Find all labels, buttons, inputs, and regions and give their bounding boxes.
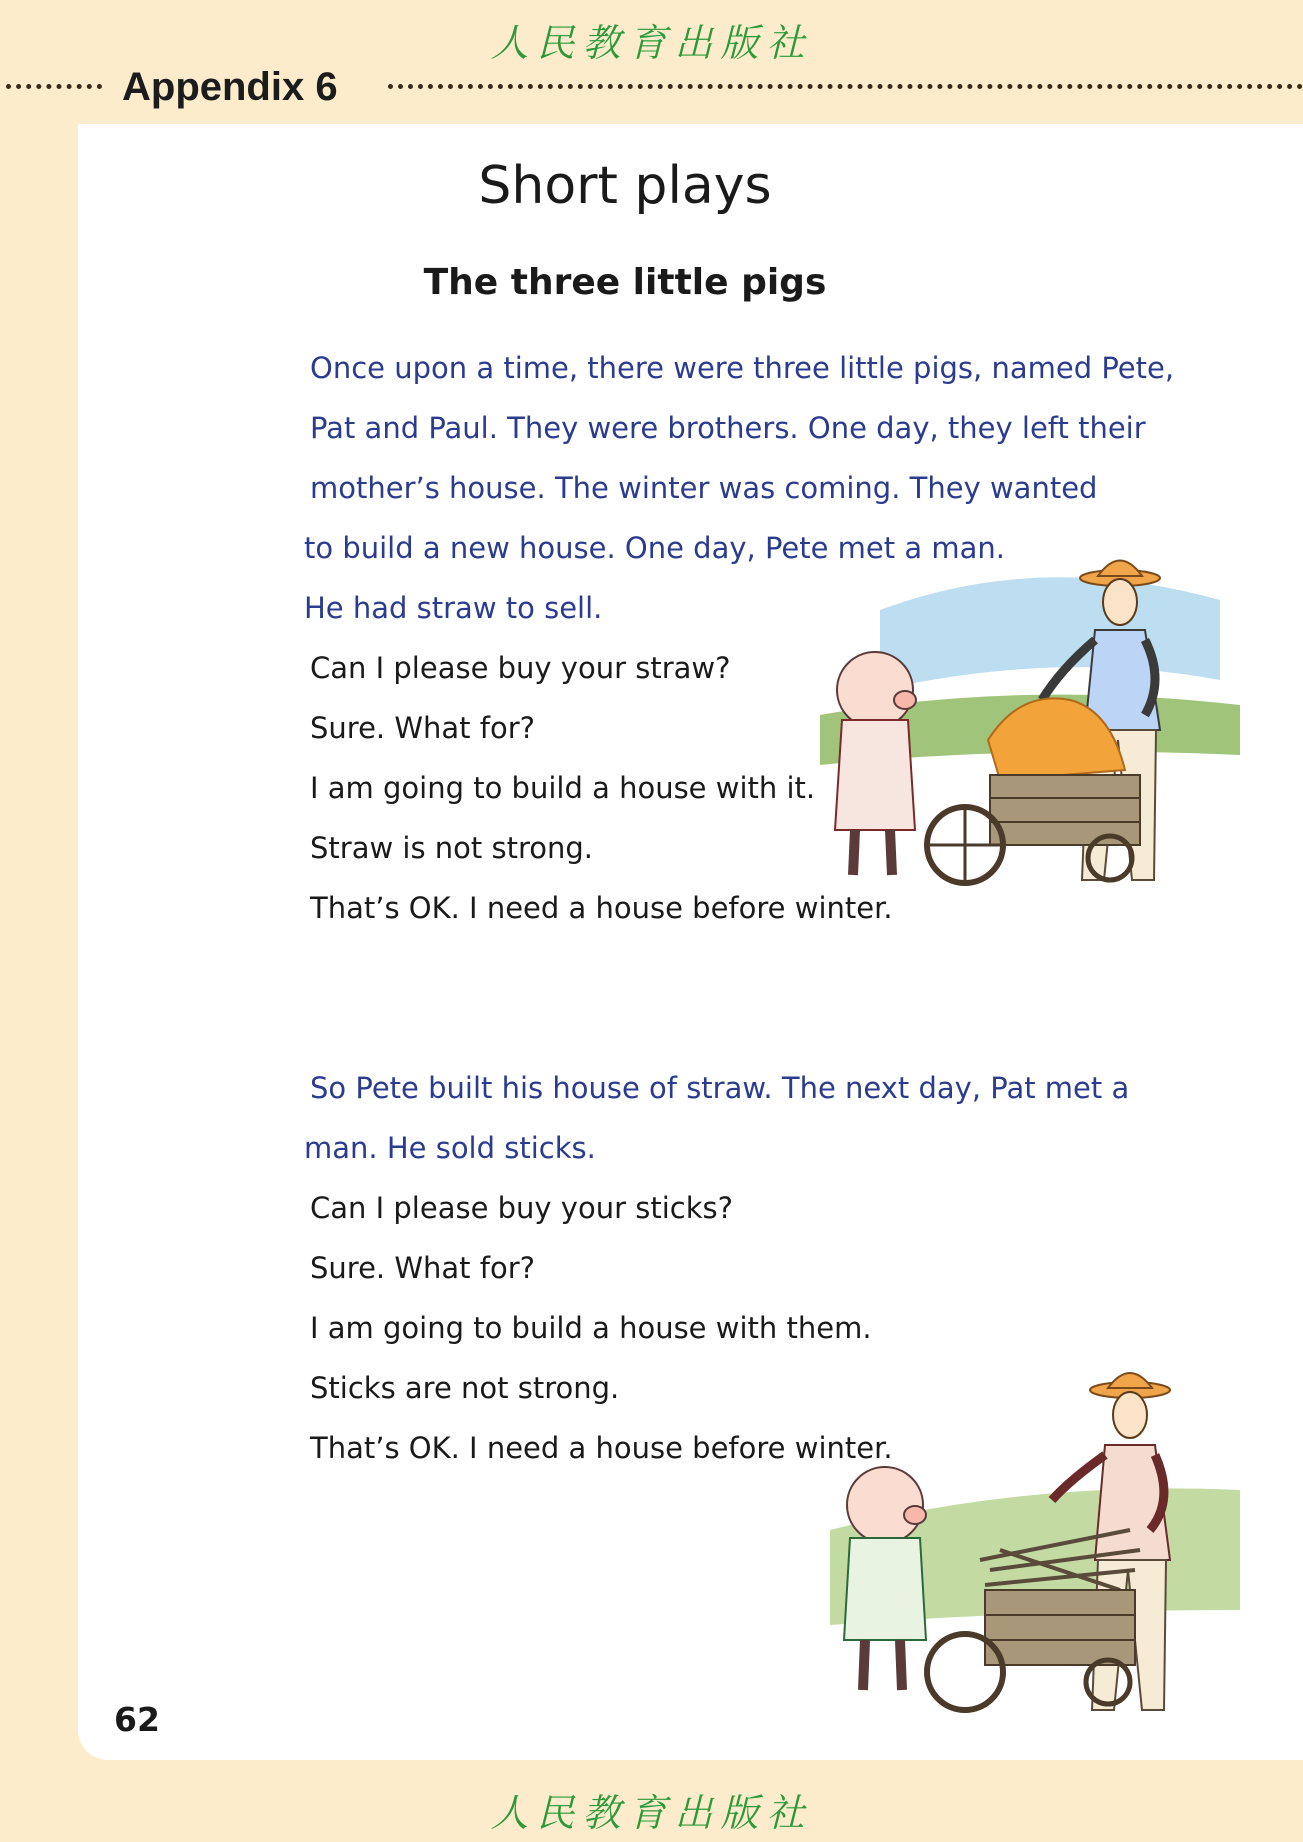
line-text: I am going to build a house with it. <box>310 771 816 805</box>
line-text: He had straw to sell. <box>304 591 603 625</box>
appendix-header <box>0 62 1303 114</box>
line-text: mother’s house. The winter was coming. They wanted <box>310 471 1098 505</box>
line-text: Pat and Paul. They were brothers. One day, they left their <box>310 411 1146 445</box>
page-title: Short plays <box>478 156 772 216</box>
publisher-logo-bottom: 人民教育出版社 <box>490 1791 813 1835</box>
line-text: man. He sold sticks. <box>304 1131 596 1165</box>
line-text: Once upon a time, there were three little pigs, named Pete, <box>310 351 1175 385</box>
play-title: The three little pigs <box>423 262 827 303</box>
line-text: Sure. What for? <box>310 711 536 745</box>
line-text: Can I please buy your sticks? <box>310 1191 734 1225</box>
line-text: to build a new house. One day, Pete met a man. <box>304 531 1005 565</box>
line-text: That’s OK. I need a house before winter. <box>310 891 893 925</box>
line-text: That’s OK. I need a house before winter. <box>310 1431 893 1465</box>
line-text: I am going to build a house with them. <box>310 1311 872 1345</box>
line-text: Can I please buy your straw? <box>310 651 731 685</box>
page-number: 62 <box>114 1700 160 1739</box>
dotted-rule-left <box>6 84 102 89</box>
dotted-rule-right <box>388 84 1303 89</box>
line-text: Straw is not strong. <box>310 831 594 865</box>
line-text: Sticks are not strong. <box>310 1371 620 1405</box>
appendix-label: Appendix 6 <box>122 65 338 109</box>
line-text: So Pete built his house of straw. The next day, Pat met a <box>310 1071 1130 1105</box>
stick-seller-illustration <box>830 1360 1240 1760</box>
straw-seller-illustration <box>820 540 1240 940</box>
line-text: Sure. What for? <box>310 1251 536 1285</box>
publisher-logo-top: 人民教育出版社 <box>490 21 813 65</box>
